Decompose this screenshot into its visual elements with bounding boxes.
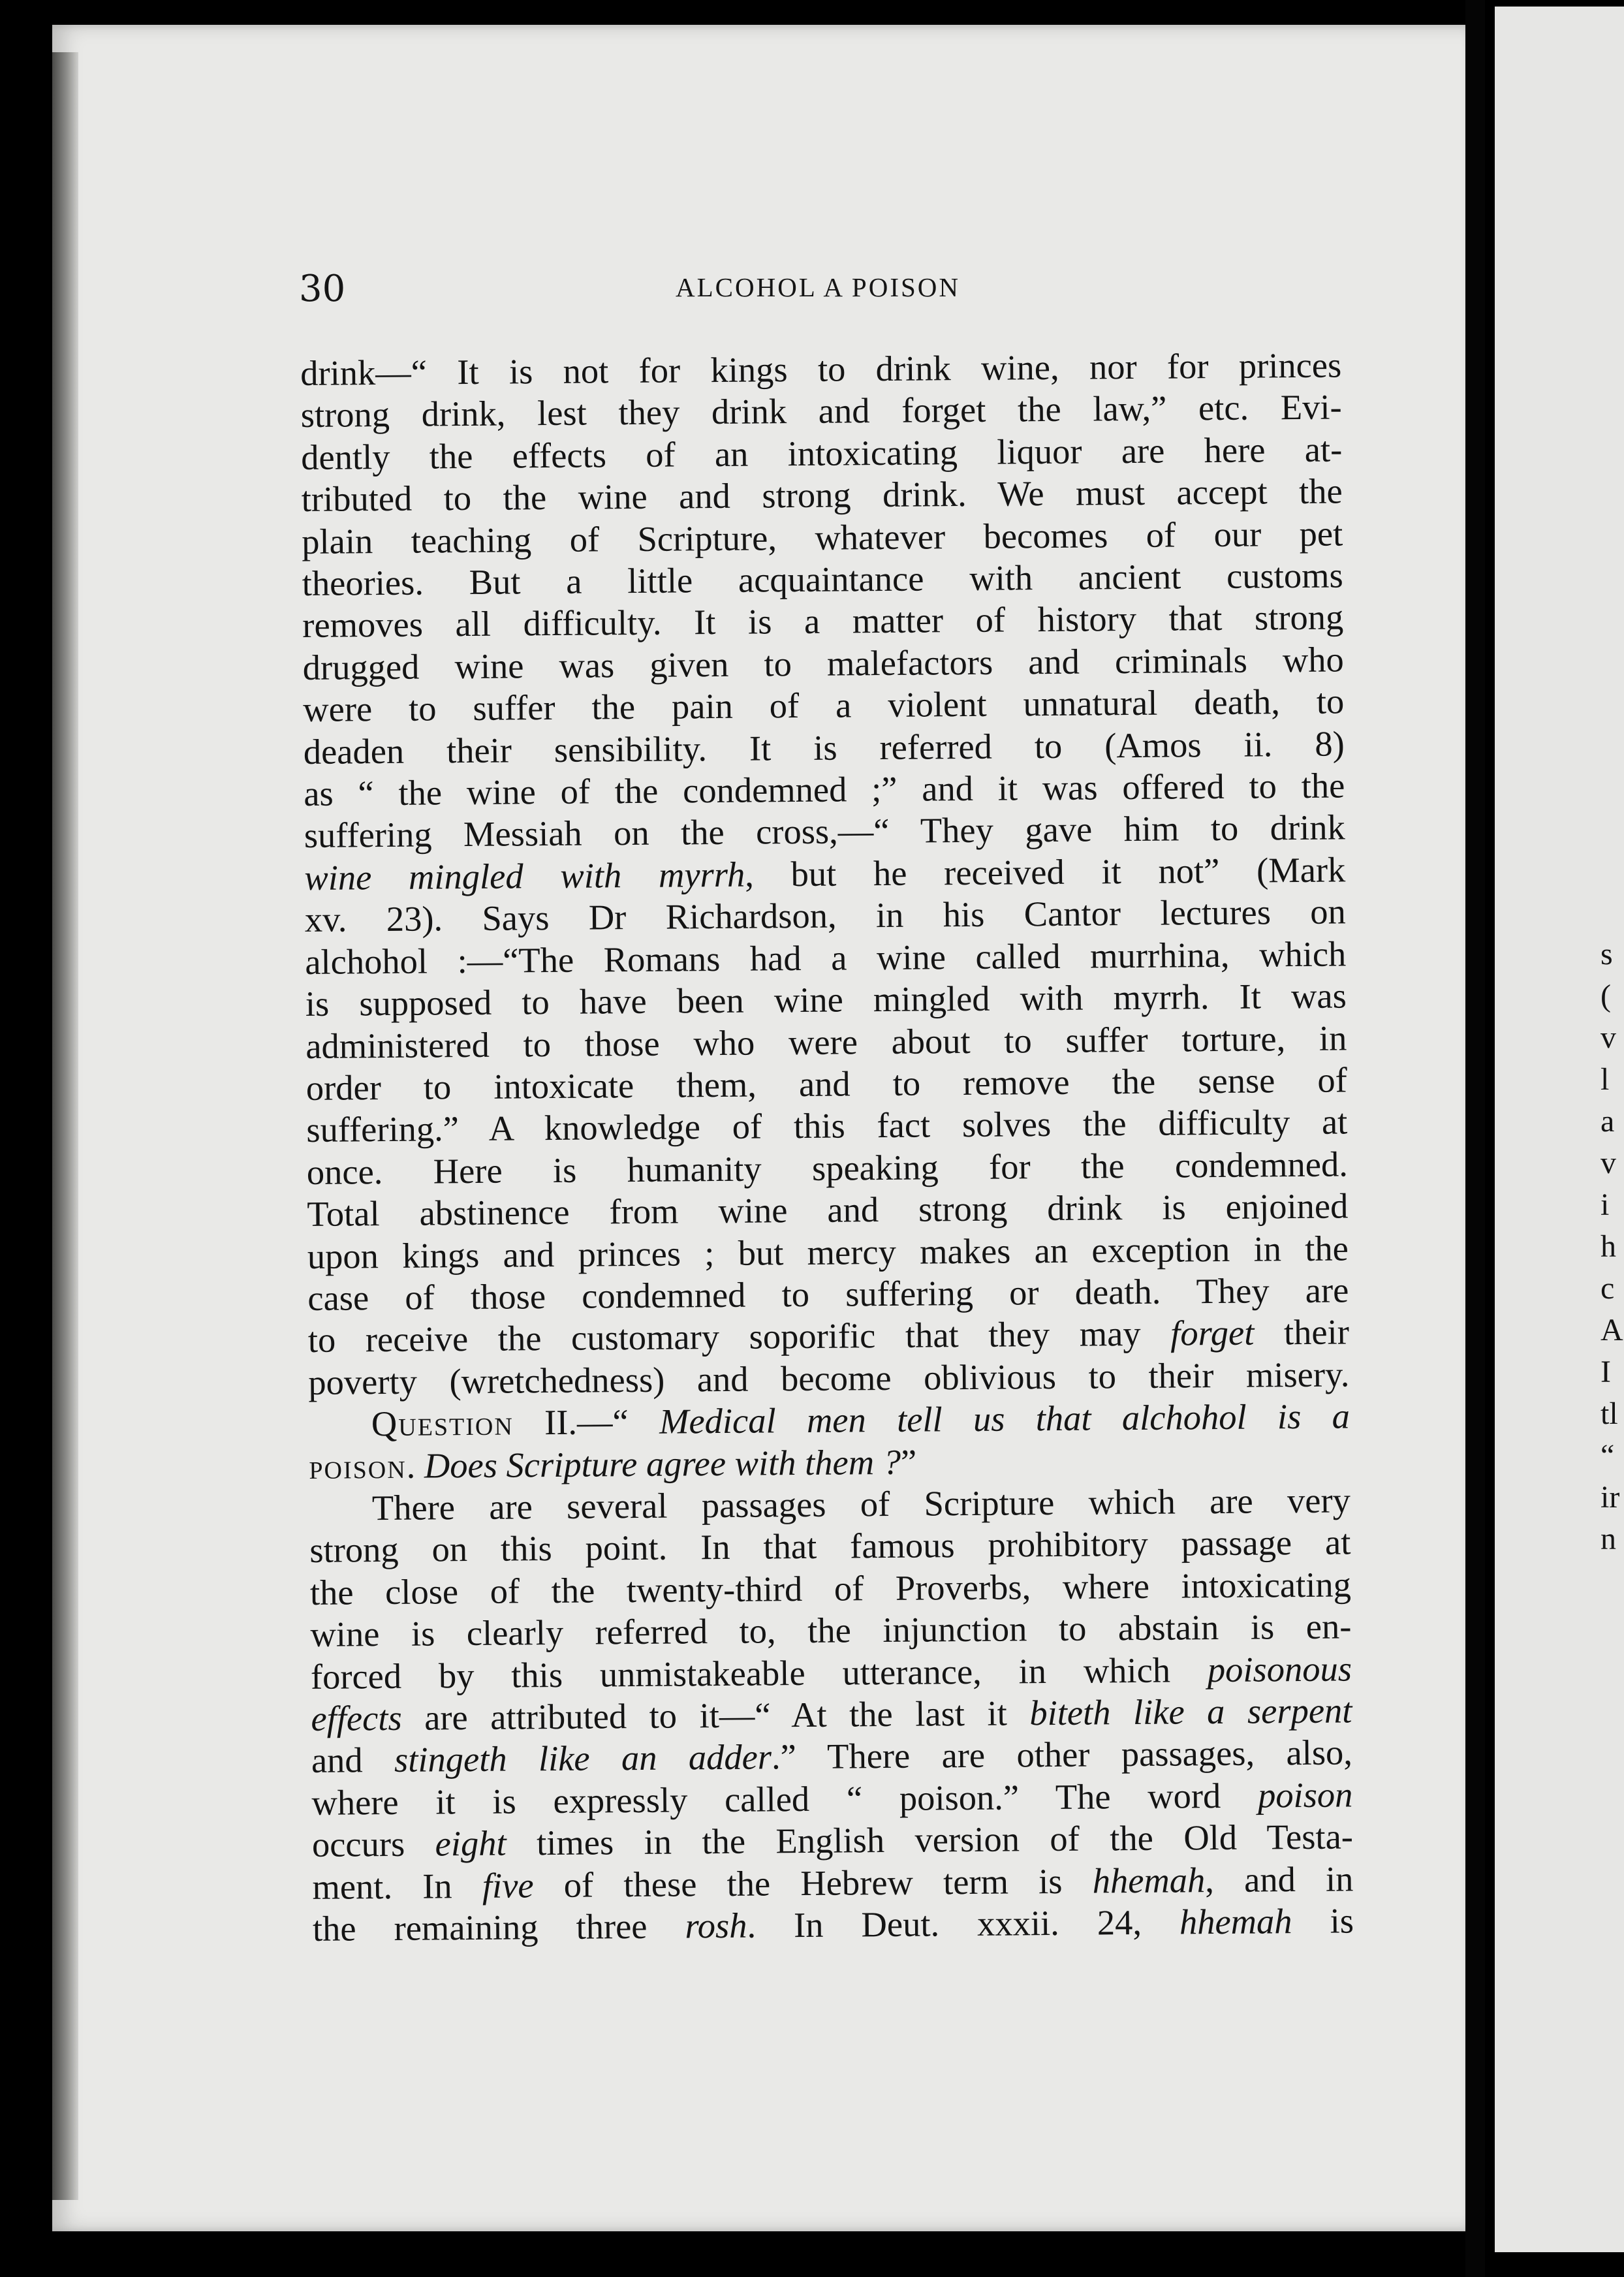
facing-page-text-fragment — [1601, 934, 1624, 1560]
facing-page-letter: “ — [1601, 1438, 1615, 1473]
text-line — [310, 1606, 1351, 1656]
text-line — [305, 891, 1346, 941]
text-segment: wine is clearly referred to, the injunction to abstain is en- — [310, 1606, 1352, 1655]
text-segment: Does Scripture agree with them ? — [424, 1441, 901, 1486]
page-edge-shadow — [52, 52, 78, 2200]
text-segment: , but he received it not” (Mark — [744, 849, 1346, 894]
text-segment: There are several passages of Scripture which are very — [371, 1480, 1351, 1528]
text-segment: upon kings and princes ; but mercy makes an exception in the — [307, 1227, 1349, 1276]
text-segment: tributed to the wine and strong drink. We must accept the — [301, 471, 1343, 520]
text-segment: hhemah — [1092, 1859, 1206, 1901]
text-segment: forced by this unmistakeable utterance, in which — [310, 1649, 1208, 1697]
page-number: 30 — [299, 268, 346, 310]
text-segment: . In Deut. xxxii. 24, — [747, 1902, 1180, 1945]
text-line — [304, 807, 1345, 857]
facing-page-letter: c — [1601, 1271, 1615, 1306]
text-line — [309, 1396, 1350, 1446]
facing-page-letter: I — [1601, 1355, 1611, 1389]
text-line — [308, 1311, 1349, 1362]
text-segment: Total abstinence from wine and strong drink is enjoined — [307, 1186, 1349, 1234]
text-segment: are attributed to it—“ At the last it — [401, 1693, 1030, 1738]
text-segment: , and in — [1205, 1859, 1354, 1900]
text-segment: alchohol :—“The Romans had a wine called murrhina, which — [305, 934, 1347, 982]
text-segment: order to intoxicate them, and to remove the sense of — [305, 1060, 1348, 1108]
text-segment: is — [1292, 1900, 1354, 1941]
book-gutter — [1465, 0, 1485, 2277]
text-segment: removes all difficulty. It is a matter of history that strong — [302, 597, 1344, 646]
text-segment: administered to those who were about to suffer torture, in — [305, 1017, 1347, 1066]
text-segment: suffering Messiah on the cross,—“ They gave him to drink — [304, 807, 1346, 856]
facing-page-letter: A — [1601, 1313, 1623, 1347]
facing-page-letter: v — [1601, 1146, 1616, 1180]
text-segment: rosh — [685, 1905, 747, 1946]
text-line — [302, 597, 1343, 647]
text-segment: and — [311, 1740, 395, 1781]
text-line — [313, 1900, 1354, 1950]
text-segment: plain teaching of Scripture, whatever becomes of our pet — [302, 513, 1343, 561]
text-segment: strong on this point. In that famous prohibitory passage at — [309, 1522, 1351, 1571]
text-segment: II.—“ — [513, 1401, 660, 1443]
facing-page-letter: s — [1601, 937, 1613, 971]
facing-page-letter: ir — [1601, 1480, 1620, 1515]
text-line — [303, 681, 1344, 731]
text-segment: poison — [1257, 1774, 1353, 1815]
facing-page-letter: l — [1601, 1062, 1610, 1097]
text-segment: drugged wine was given to malefactors and criminals who — [302, 639, 1344, 687]
facing-page-letter: a — [1601, 1104, 1615, 1138]
running-title: ALCOHOL A POISON — [675, 272, 961, 302]
text-segment: eight — [435, 1823, 507, 1864]
text-segment: .” There are other passages, also, — [771, 1732, 1353, 1777]
text-line — [302, 471, 1343, 521]
text-segment: theories. But a little acquaintance with ancient customs — [302, 555, 1343, 604]
text-segment: five — [482, 1864, 534, 1906]
facing-page-letter: v — [1601, 1020, 1616, 1055]
text-segment: suffering.” A knowledge of this fact solves the difficulty at — [306, 1101, 1348, 1150]
text-segment: where it is expressly called “ poison.” The word — [311, 1775, 1258, 1823]
text-segment: times in the English version of the Old Testa- — [506, 1816, 1354, 1863]
facing-page-letter: ( — [1601, 979, 1611, 1013]
text-segment: xv. 23). Says Dr Richardson, in his Cantor lectures on — [304, 891, 1347, 940]
text-line — [309, 1522, 1351, 1572]
text-segment: case of those condemned to suffering or death. They are — [307, 1270, 1349, 1318]
text-segment: stingeth like an adder — [394, 1736, 772, 1780]
text-segment: dently the effects of an intoxicating liquor are here at- — [301, 429, 1343, 477]
text-segment: as “ the wine of the condemned ;” and it was offered to the — [304, 765, 1345, 814]
text-line — [301, 386, 1342, 437]
text-segment: Question — [371, 1402, 514, 1444]
text-line — [305, 975, 1347, 1026]
text-segment: biteth like a serpent — [1029, 1690, 1352, 1733]
facing-page-letter: n — [1601, 1522, 1616, 1556]
text-segment: deaden their sensibility. It is referred to (Amos ii. 8) — [303, 723, 1345, 772]
text-segment: their — [1254, 1311, 1350, 1353]
text-segment: wine mingled with myrrh — [304, 854, 745, 898]
text-segment: . — [406, 1445, 425, 1486]
facing-page-letter: tl — [1601, 1396, 1618, 1431]
text-segment: poverty (wretchedness) and become oblivious to their misery. — [308, 1354, 1350, 1402]
text-line — [312, 1816, 1353, 1866]
text-segment: ” — [900, 1441, 917, 1482]
text-segment: poison — [309, 1445, 407, 1486]
text-segment: strong drink, lest they drink and forget the law,” etc. Evi- — [300, 386, 1342, 435]
page-header — [299, 260, 1337, 319]
text-line — [307, 1186, 1348, 1236]
text-segment: forget — [1170, 1312, 1255, 1353]
text-line — [306, 1101, 1347, 1152]
facing-page-letter: i — [1601, 1187, 1610, 1222]
text-segment: Medical men tell us that alchohol is a — [659, 1396, 1351, 1441]
text-segment: were to suffer the pain of a violent unnatural death, to — [303, 681, 1345, 730]
text-segment: is supposed to have been wine mingled with myrrh. It was — [305, 975, 1347, 1024]
text-segment: of these the Hebrew term is — [533, 1861, 1093, 1905]
text-segment: the remaining three — [312, 1906, 685, 1949]
text-segment: drink—“ It is not for kings to drink wine, nor for princes — [300, 345, 1342, 393]
text-segment: the close of the twenty-third of Proverbs, where intoxicating — [309, 1564, 1352, 1612]
body-text — [300, 344, 1354, 1950]
text-segment: occurs — [311, 1823, 435, 1865]
text-segment: to receive the customary soporific that they may — [307, 1313, 1171, 1360]
facing-page-letter: h — [1601, 1229, 1616, 1264]
text-segment: ment. In — [312, 1865, 483, 1907]
text-segment: effects — [311, 1697, 402, 1738]
text-line — [311, 1732, 1352, 1782]
text-segment: poisonous — [1207, 1648, 1352, 1689]
text-segment: hhemah — [1179, 1901, 1292, 1942]
text-segment: once. Here is humanity speaking for the condemned. — [306, 1144, 1349, 1192]
